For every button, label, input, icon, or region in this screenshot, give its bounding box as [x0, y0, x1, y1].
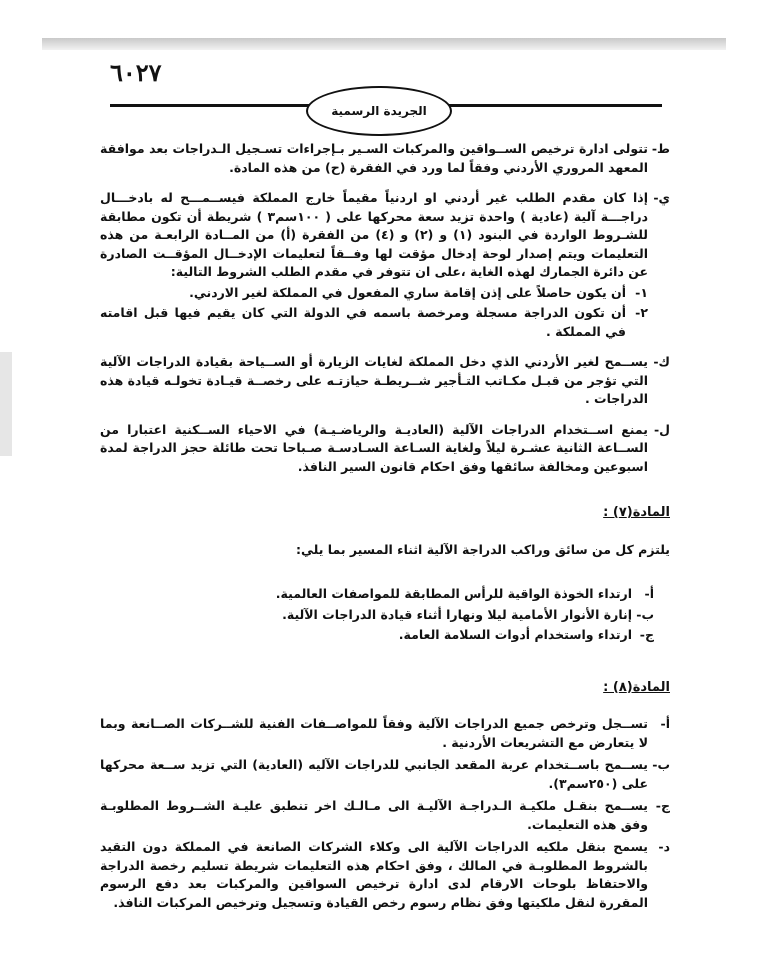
- sub-clause-text: أن يكون حاصلاً على إذن إقامة ساري المفعول في المملكة لغير الاردني.: [189, 284, 626, 300]
- clause-body: [100, 189, 648, 341]
- clause-kaf: [100, 353, 670, 409]
- item-text: تســجل وترخص جميع الدراجات الآلية وفقاً للمواصــفات الفنية للشــركات الصــانعة وبما لا يتعارض مع التشريعات الأردنية .: [100, 716, 648, 750]
- item-text: يســمح باســتخدام عربة المقعد الجانبي للدراجات الآليه (العادية) التي تزيد ســعة محركها على (٢٥٠سم٣).: [100, 757, 648, 791]
- article-8-item: [100, 797, 670, 834]
- item-marker: أ-: [644, 586, 654, 601]
- sub-clause-text: أن تكون الدراجة مسجلة ومرخصة باسمه في الدولة التي كان يقيم فيها قبل اقامته في المملكة .: [100, 305, 626, 339]
- article-8-item: [100, 756, 670, 793]
- clause-marker: ك-: [653, 354, 670, 369]
- item-text: ارتداء الخوذة الواقية للرأس المطابقة للمواصفات العالمية.: [275, 586, 632, 601]
- item-marker: ج-: [639, 627, 654, 642]
- article-8-item: [100, 715, 670, 752]
- article-7-list: [100, 585, 670, 645]
- sub-clause-1: [100, 284, 648, 303]
- clause-text: تتولى ادارة ترخيص الســواقين والمركبات السـير بـإجراءات تسـجيل الـدراجات بعد موافقة المعهد المروري الأردني وفقاً لما ورد في الفقرة (ح) من هذه المادة.: [100, 141, 648, 175]
- item-text: إنارة الأنوار الأمامية ليلا ونهارا أثناء قيادة الدراجات الآلية.: [282, 606, 632, 622]
- article-7-item: [100, 585, 654, 604]
- clause-marker: ط-: [651, 141, 670, 156]
- document-body: [100, 140, 670, 916]
- article-7-heading: المادة(٧) :: [603, 505, 670, 520]
- article-7-item: [100, 626, 654, 645]
- gazette-title-badge: [306, 86, 452, 136]
- article-8-item: [100, 838, 670, 912]
- clause-text: يســمح لغير الأردني الذي دخل المملكة لغايات الزيارة أو الســياحة بقيادة الدراجات الآلية التي تؤجر من قبـل مكـاتب التـأجير شــريطـة حيازتـه على رخصــة قيـادة تخولـه قيادة هذه الدراجات .: [100, 354, 648, 406]
- sub-clause-2: [100, 304, 648, 341]
- article-8-heading: المادة(٨) :: [603, 679, 670, 695]
- item-marker: أ-: [660, 716, 670, 731]
- clause-text: إذا كان مقدم الطلب غير أردني او اردنياً مقيماً خارج المملكة فيســمـــح له بادخـــال دراجـــة آلية (عادية ) واحدة تزيد سعة محركها على ( ١٠٠سم٣ ) شريطة أن تكون مطابقة للشـروط الواردة في البنود (١) و (٢) و (٤) من الفقرة (أ) من المــادة الرابعـة من هذه التعليمات ويتم إصدار لوحة إدخال مؤقت لها وفــقاً لتعليمات الإدخــال المؤقــت الصادرة عن دائرة الجمارك لهذه الغاية ،على ان تتوفر في مقدم الطلب الشروط التالية:: [100, 190, 648, 279]
- item-text: ارتداء واستخدام أدوات السلامة العامة.: [398, 627, 632, 642]
- gazette-title: الجريدة الرسمية: [331, 104, 427, 118]
- page-top-edge: [42, 38, 726, 50]
- article-7-item: [100, 606, 654, 625]
- sub-clause-marker: ١-: [635, 284, 648, 300]
- item-marker: د-: [658, 839, 670, 854]
- clause-ya: [100, 189, 670, 341]
- clause-ta: [100, 140, 670, 177]
- sub-clause-marker: ٢-: [635, 305, 648, 320]
- item-marker: ب-: [652, 757, 670, 772]
- clause-marker: ي-: [653, 190, 670, 205]
- article-7-intro: يلتزم كل من سائق وراكب الدراجة الآلية اثناء المسير بما يلي:: [295, 541, 670, 557]
- item-text: يسمح بنقل ملكيه الدراجات الآلية الى وكلاء الشركات الصانعة في المملكة دون التقيد بالشروط المطلوبـة في المالك ، وفق احكام هذه التعليمات شريطة تسليم رخصة الدراجة والاحتفاظ بلوحات الارقام لدى ادارة ترخيص السواقين والمركبات بعد دفع الرسوم المقررة لنقل ملكيتها وفق نظام رسوم رخص القيادة وتسجيل وترخيص المركبات النافذ.: [100, 839, 648, 910]
- item-text: يســمح بنقـل ملكيـة الـدراجـة الآليـة الى مـالـك اخر تنطبق عليـة الشــروط المطلوبـة وفق هذه التعليمات.: [100, 798, 648, 832]
- clause-text: يمنع اســتخدام الدراجات الآلية (العاديـة والرياضـيـة) في الاحياء الســكنية اعتبارا من الســاعة الثانية عشـرة ليلاً ولغاية السـاعة السـادسـة صـباحا تحت طائلة حجز الدراجة لمدة اسبوعين ومخالفة سائقها وفق احكام قانون السير النافذ.: [100, 421, 648, 474]
- item-marker: ج-: [655, 798, 670, 813]
- clause-marker: ل-: [653, 421, 670, 437]
- clause-lam: [100, 421, 670, 477]
- item-marker: ب-: [636, 606, 654, 622]
- scan-shadow: [0, 352, 12, 456]
- page-number: ٦٠٢٧: [110, 58, 162, 87]
